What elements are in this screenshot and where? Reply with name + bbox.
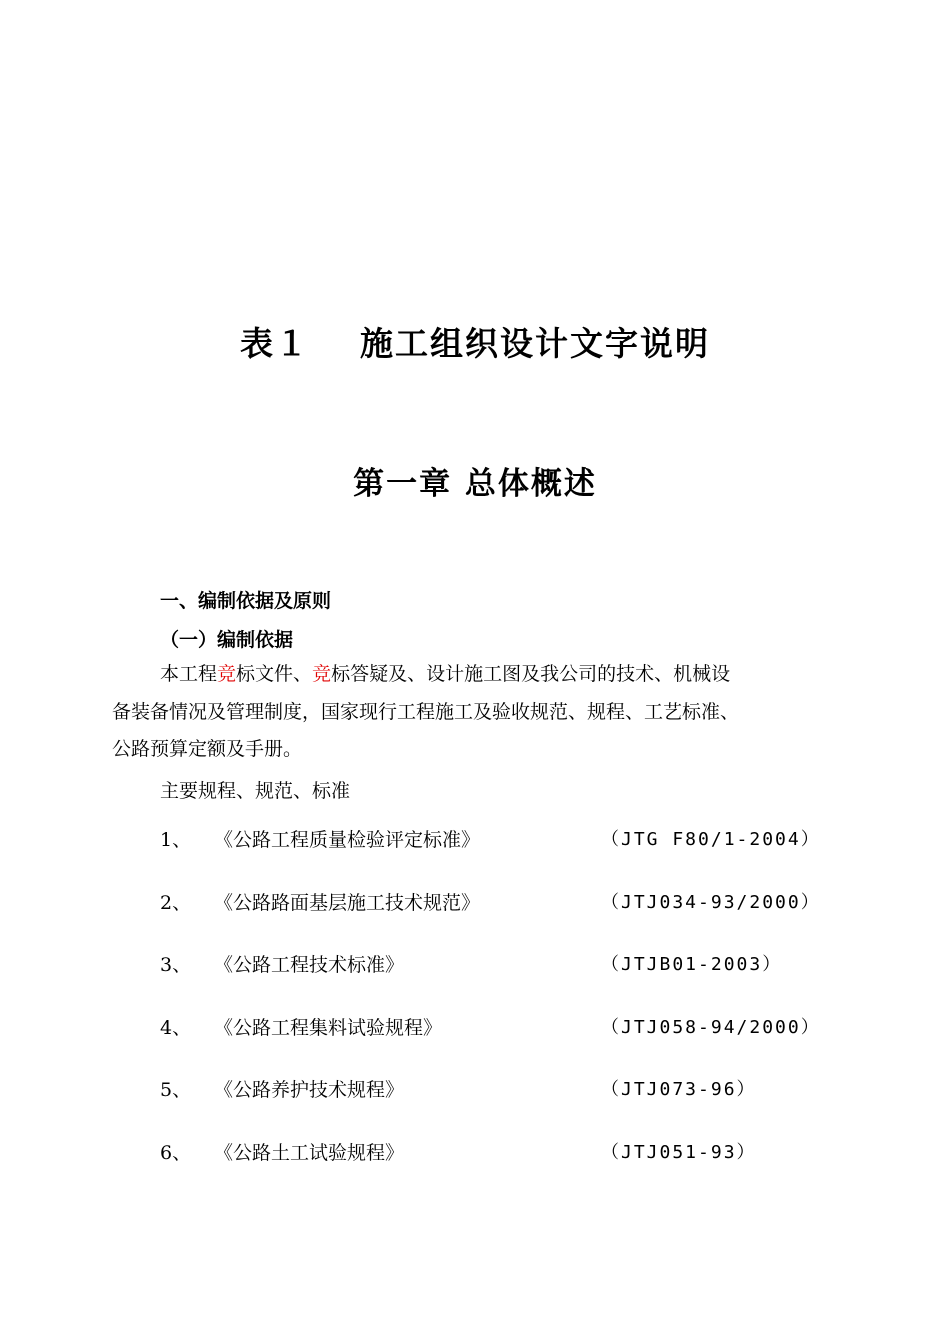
highlighted-char: 竞: [217, 663, 237, 685]
reference-row: [0, 1075, 950, 1105]
paragraph-line-3: 公路预算定额及手册。: [112, 738, 303, 760]
reference-code: （JTJ058-94/2000）: [601, 1017, 821, 1038]
reference-row: [0, 888, 950, 918]
reference-title: 《公路养护技术规程》: [214, 1079, 405, 1101]
reference-number: 4、: [160, 1017, 192, 1039]
reference-code: （JTJB01-2003）: [601, 954, 783, 975]
reference-number: 6、: [160, 1142, 192, 1164]
reference-title: 《公路土工试验规程》: [214, 1142, 405, 1164]
table-label: 表１: [240, 324, 310, 363]
title-text: 施工组织设计文字说明: [360, 324, 710, 363]
paragraph-text: 标答疑及、设计施工图及我公司的技术、机械设: [331, 663, 731, 685]
reference-number: 3、: [160, 954, 192, 976]
subsection-heading: （一）编制依据: [160, 629, 294, 651]
paragraph-line-2: 备装备情况及管理制度，国家现行工程施工及验收规范、规程、工艺标准、: [112, 701, 740, 723]
reference-row: [0, 825, 950, 855]
reference-code: （JTJ051-93）: [601, 1142, 757, 1163]
reference-number: 1、: [160, 829, 192, 851]
reference-row: [0, 1138, 950, 1168]
reference-title: 《公路工程集料试验规程》: [214, 1017, 443, 1039]
section-heading: 一、编制依据及原则: [160, 590, 332, 612]
paragraph-text: 标文件、: [236, 663, 313, 685]
highlighted-char: 竞: [312, 663, 332, 685]
reference-number: 2、: [160, 892, 192, 914]
reference-row: [0, 1013, 950, 1043]
paragraph-text: 本工程: [160, 663, 218, 685]
reference-row: [0, 950, 950, 980]
reference-code: （JTJ073-96）: [601, 1079, 757, 1100]
reference-number: 5、: [160, 1079, 192, 1101]
reference-code: （JTG F80/1-2004）: [601, 829, 821, 850]
reference-title: 《公路工程技术标准》: [214, 954, 405, 976]
document-title: [0, 318, 950, 365]
reference-code: （JTJ034-93/2000）: [601, 892, 821, 913]
chapter-title: 第一章 总体概述: [353, 466, 597, 502]
reference-title: 《公路工程质量检验评定标准》: [214, 829, 481, 851]
paragraph-line-1: [160, 655, 730, 693]
reference-title: 《公路路面基层施工技术规范》: [214, 892, 481, 914]
list-intro: 主要规程、规范、标准: [160, 780, 351, 802]
